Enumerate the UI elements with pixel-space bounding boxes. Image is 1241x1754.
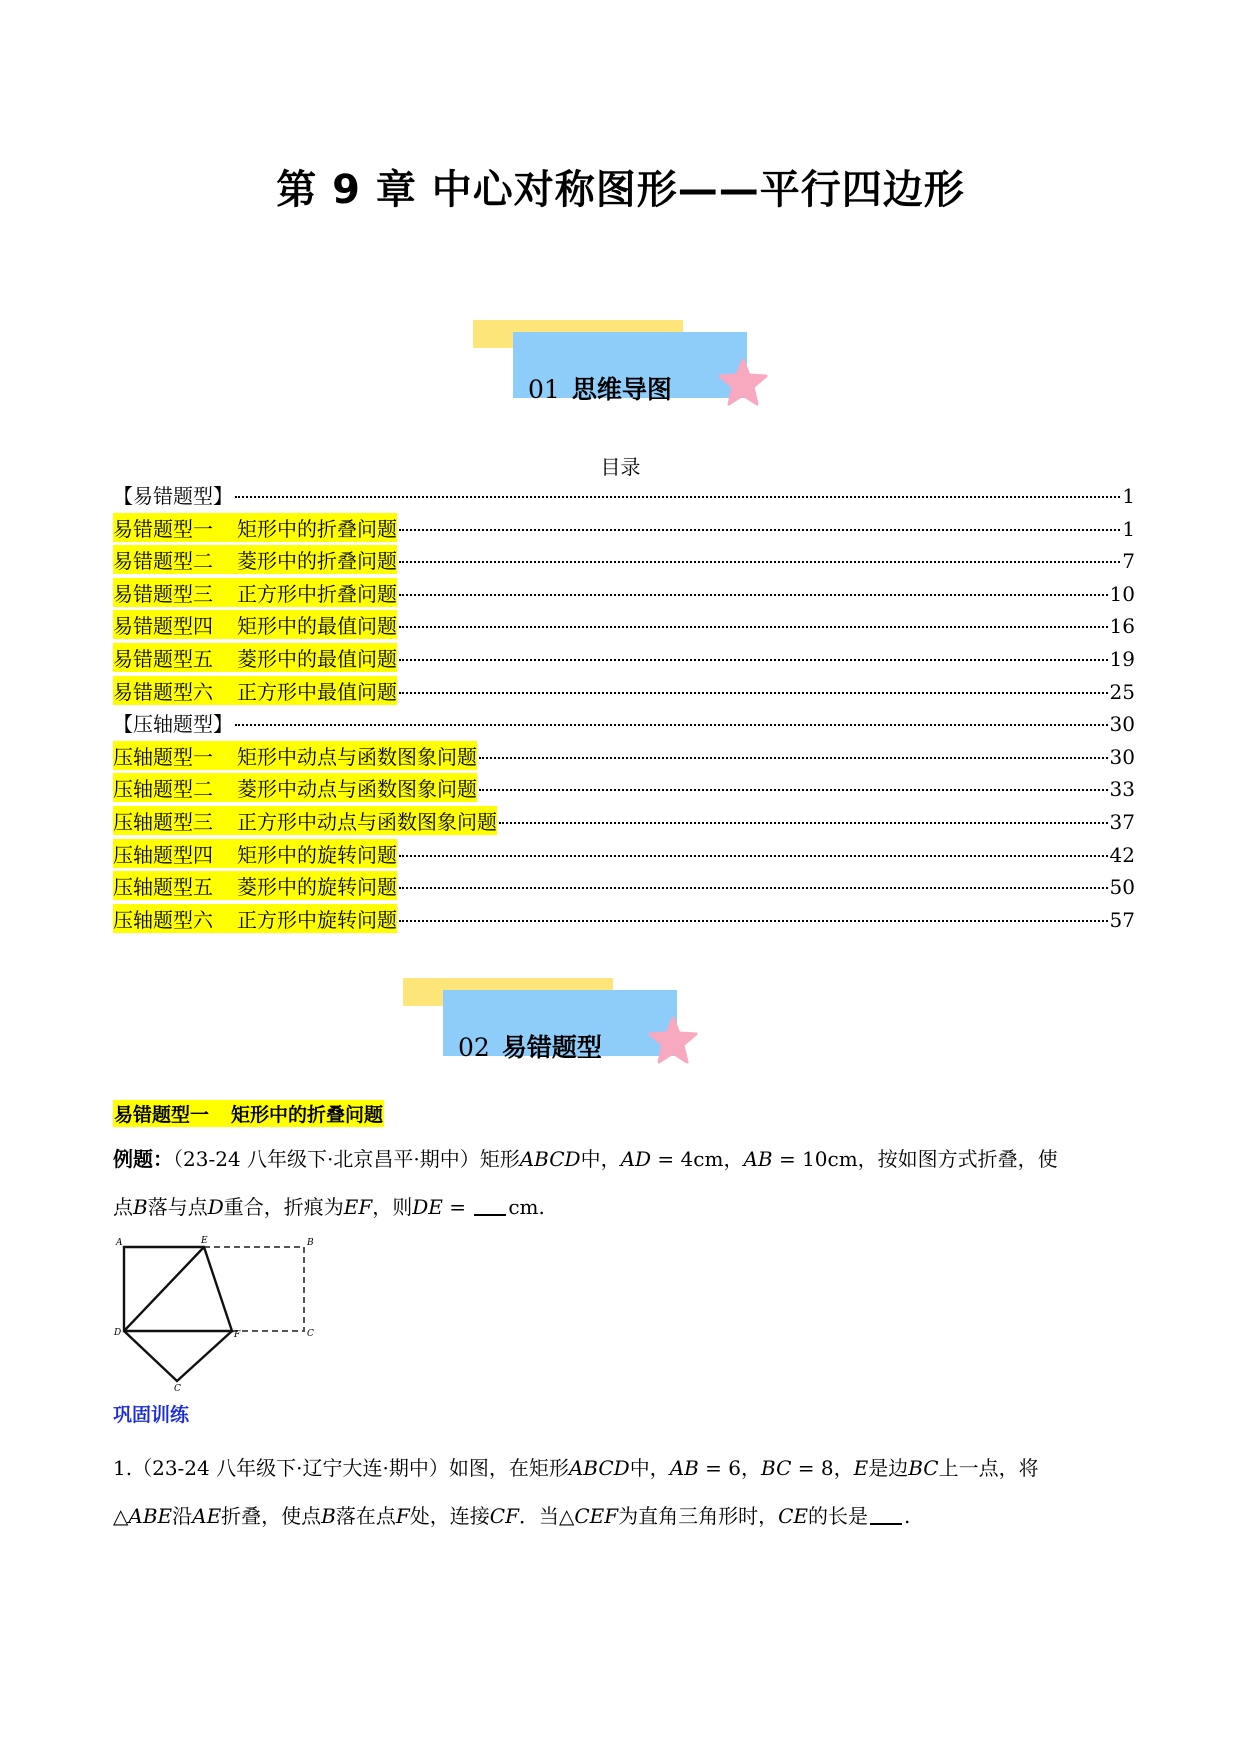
toc-leader-dots [399, 529, 1120, 531]
toc-entry-label [113, 480, 233, 509]
label-F: F [234, 1330, 241, 1340]
unit-text: cm [508, 1195, 539, 1219]
toc-entry-topic: 矩形中的旋转问题 [237, 842, 397, 867]
toc-leader-dots [399, 887, 1108, 889]
toc-leader-dots [399, 920, 1108, 922]
toc-entry[interactable] [113, 480, 1135, 513]
toc-entry-topic: 正方形中旋转问题 [237, 907, 397, 932]
table-of-contents [113, 480, 1135, 936]
banner-label [458, 1028, 602, 1064]
question-text: ．当 [518, 1504, 559, 1528]
math-var: △ABE [113, 1504, 173, 1528]
star-icon [718, 358, 768, 406]
toc-entry-label [113, 545, 397, 574]
example-label: 例题： [113, 1147, 173, 1171]
example-text: 落与点 [147, 1195, 208, 1219]
label-C-right: C [307, 1329, 314, 1339]
math-var: DE [412, 1195, 443, 1219]
example-problem [113, 1135, 1123, 1231]
math-var: B [133, 1195, 148, 1219]
toc-page-number: 7 [1122, 549, 1135, 574]
toc-heading: 目录 [600, 455, 641, 479]
label-C-bottom: C [174, 1384, 181, 1393]
answer-blank [474, 1196, 506, 1216]
toc-entry[interactable] [113, 708, 1135, 741]
math-var: AB [669, 1456, 699, 1480]
toc-page-number: 42 [1109, 842, 1135, 867]
toc-entry[interactable] [113, 904, 1135, 937]
toc-entry-label [113, 871, 397, 900]
toc-entry-label [113, 773, 477, 802]
toc-entry-topic: 菱形中的折叠问题 [237, 549, 397, 574]
toc-entry-label [113, 643, 397, 672]
toc-entry-type: 易错题型三 [113, 581, 213, 606]
toc-page-number: 19 [1109, 646, 1135, 671]
question-text: . [904, 1504, 911, 1528]
question-text: 为直角三角形时， [618, 1504, 779, 1528]
toc-leader-dots [399, 594, 1108, 596]
toc-leader-dots [479, 789, 1108, 791]
toc-entry-label [113, 741, 477, 770]
toc-leader-dots [479, 757, 1108, 759]
toc-entry[interactable] [113, 643, 1135, 676]
toc-entry-topic: 正方形中折叠问题 [237, 581, 397, 606]
toc-entry-label [113, 904, 397, 933]
toc-entry-topic: 正方形中动点与函数图象问题 [237, 809, 497, 834]
toc-entry-topic: 菱形中动点与函数图象问题 [237, 777, 477, 802]
toc-entry-type: 压轴题型四 [113, 842, 213, 867]
example-text: 中， [580, 1147, 621, 1171]
banner-label [528, 370, 672, 406]
math-var: F [395, 1504, 410, 1528]
math-var: ABCD [519, 1147, 581, 1171]
toc-page-number: 30 [1109, 712, 1135, 737]
math-var: E [853, 1456, 869, 1480]
toc-page-number: 25 [1109, 679, 1135, 704]
toc-leader-dots [399, 692, 1108, 694]
toc-entry[interactable] [113, 578, 1135, 611]
banner-number: 02 [458, 1033, 490, 1062]
math-var: BC [761, 1456, 792, 1480]
toc-entry-topic: 矩形中动点与函数图象问题 [237, 744, 477, 769]
question-text: 沿 [172, 1504, 193, 1528]
question-text: （23-24 八年级下·辽宁大连·期中）如图，在矩形 [132, 1456, 569, 1480]
toc-leader-dots [399, 626, 1108, 628]
toc-entry[interactable] [113, 871, 1135, 904]
chapter-title: 第 9 章 中心对称图形——平行四边形 [276, 167, 965, 213]
toc-entry[interactable] [113, 513, 1135, 546]
toc-entry[interactable] [113, 839, 1135, 872]
folding-diagram [112, 1233, 322, 1393]
toc-entry-type: 易错题型六 [113, 679, 213, 704]
label-D: D [114, 1328, 122, 1338]
toc-entry-type: 易错题型四 [113, 614, 213, 639]
label-A: A [116, 1238, 123, 1248]
math-var: D [207, 1195, 224, 1219]
example-text: = 10cm，按如图方式折叠，使 [772, 1147, 1058, 1171]
section-banner-error-prone [403, 978, 723, 1073]
toc-entry-label [113, 513, 397, 542]
toc-leader-dots [399, 659, 1108, 661]
question-text: 是边 [868, 1456, 909, 1480]
toc-entry-topic: 菱形中的最值问题 [237, 646, 397, 671]
toc-entry-type: 压轴题型二 [113, 777, 213, 802]
toc-entry-label [113, 578, 397, 607]
example-text: ，则 [372, 1195, 413, 1219]
section-heading-topic: 矩形中的折叠问题 [231, 1104, 384, 1126]
toc-entry-topic: 菱形中的旋转问题 [237, 875, 397, 900]
label-E: E [201, 1236, 208, 1246]
banner-text: 思维导图 [571, 375, 672, 404]
example-text: = [442, 1195, 473, 1219]
toc-entry[interactable] [113, 610, 1135, 643]
toc-page-number: 1 [1122, 484, 1135, 508]
toc-leader-dots [235, 496, 1120, 498]
question-text: = 6， [698, 1456, 762, 1480]
toc-leader-dots [499, 822, 1108, 824]
question-number: 1. [113, 1456, 133, 1480]
toc-page-number: 57 [1109, 907, 1135, 932]
math-var: △CEF [558, 1504, 619, 1528]
question-text: 折叠，使点 [221, 1504, 322, 1528]
question-text: 的长是 [808, 1504, 869, 1528]
toc-entry-label [113, 806, 497, 835]
question-text: 处，连接 [409, 1504, 490, 1528]
toc-entry-type: 易错题型一 [113, 516, 213, 541]
toc-entry-type: 压轴题型三 [113, 809, 213, 834]
label-B: B [307, 1238, 314, 1248]
banner-text: 易错题型 [501, 1033, 602, 1062]
example-text: 点 [113, 1195, 133, 1219]
question-text: 落在点 [335, 1504, 396, 1528]
toc-entry-type: 压轴题型五 [113, 875, 213, 900]
toc-entry-topic: 矩形中的折叠问题 [237, 516, 397, 541]
toc-page-number: 50 [1109, 875, 1135, 900]
practice-question-1 [113, 1444, 1123, 1540]
math-var: ABCD [568, 1456, 630, 1480]
toc-entry-label [113, 676, 397, 705]
answer-blank [870, 1505, 902, 1525]
section-banner-mindmap [473, 320, 793, 415]
toc-page-number: 33 [1109, 777, 1135, 802]
math-var: AE [192, 1504, 222, 1528]
banner-number: 01 [528, 375, 560, 404]
toc-entry-type: 易错题型五 [113, 646, 213, 671]
example-text: 重合，折痕为 [223, 1195, 344, 1219]
section-heading-type: 易错题型一 [114, 1104, 210, 1126]
math-var: EF [343, 1195, 373, 1219]
math-var: AD [620, 1147, 652, 1171]
toc-entry-type: 压轴题型六 [113, 907, 213, 932]
toc-entry[interactable] [113, 773, 1135, 806]
toc-page-number: 30 [1109, 744, 1135, 769]
math-var: BC [908, 1456, 939, 1480]
toc-entry[interactable] [113, 741, 1135, 774]
toc-entry[interactable] [113, 676, 1135, 709]
toc-entry-type: 【压轴题型】 [113, 712, 233, 737]
star-icon [648, 1016, 698, 1064]
toc-entry[interactable] [113, 545, 1135, 578]
example-source: （23-24 八年级下·北京昌平·期中）矩形 [173, 1147, 520, 1171]
math-var: B [321, 1504, 336, 1528]
question-text: 上一点，将 [938, 1456, 1039, 1480]
math-var: AB [743, 1147, 773, 1171]
practice-heading: 巩固训练 [113, 1404, 190, 1426]
toc-page-number: 37 [1109, 809, 1135, 834]
toc-entry-label [113, 708, 233, 737]
toc-leader-dots [399, 561, 1120, 563]
toc-leader-dots [235, 724, 1108, 726]
example-text: . [538, 1195, 545, 1219]
math-var: CE [778, 1504, 809, 1528]
toc-page-number: 10 [1109, 581, 1135, 606]
toc-entry-label [113, 839, 397, 868]
toc-entry-type: 【易错题型】 [113, 484, 233, 508]
math-var: CF [489, 1504, 519, 1528]
toc-entry-type: 易错题型二 [113, 549, 213, 574]
toc-entry-topic: 正方形中最值问题 [237, 679, 397, 704]
toc-entry-topic: 矩形中的最值问题 [237, 614, 397, 639]
toc-page-number: 16 [1109, 614, 1135, 639]
toc-page-number: 1 [1122, 516, 1135, 541]
toc-entry-label [113, 610, 397, 639]
toc-entry[interactable] [113, 806, 1135, 839]
toc-entry-type: 压轴题型一 [113, 744, 213, 769]
example-text: = 4cm， [651, 1147, 744, 1171]
toc-leader-dots [399, 855, 1108, 857]
question-text: = 8， [791, 1456, 854, 1480]
section-heading [113, 1100, 384, 1127]
question-text: 中， [629, 1456, 670, 1480]
